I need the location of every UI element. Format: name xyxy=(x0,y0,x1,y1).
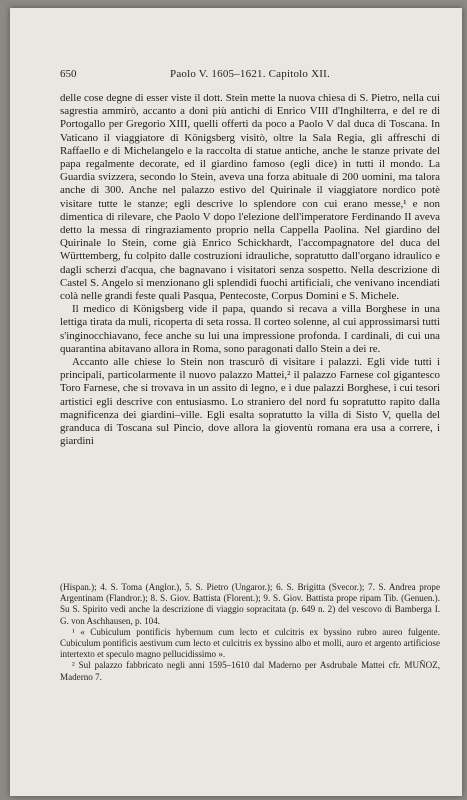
running-title: Paolo V. 1605–1621. Capitolo XII. xyxy=(170,68,330,80)
page-number: 650 xyxy=(60,68,77,80)
paragraph: delle cose degne di esser viste il dott. Stein mette la nuova chiesa di S. Pietro, nella cui sagrestia ammirò, accanto a doni più antichi di Enrico VIII d'Inghilterra, e del re di Portogallo per Gregorio XIII, quelli offerti da poco a Paolo V dal duca di Toscana. In Vaticano il viaggiatore di Königsberg visitò, oltre la Sala Regia, gli affreschi di Raffaello e di Michelangelo e la raccolta di statue antiche, anche le stanze private del papa regalmente decorate, ed il giardino famoso (egli dice) in tutti il mondo. La Guardia svizzera, secondo lo Stein, aveva una forza abituale di 200 uomini, ma talora anche di 300. Anche nel palazzo estivo del Quirinale il viaggiatore nordico potè visitare tutte le stanze; egli descrive lo splendore con cui erano messe,¹ e non dimentica di rilevare, che Paolo V dopo l'elezione dell'imperatore Ferdinando II aveva detto la messa di ringraziamento proprio nella Cappella Paolina. Nel giardino del Quirinale lo Stein, come già Enrico Schickhardt, l'accompagnatore del duca del Württemberg, fu colpito dalle costruzioni idrauliche, sopratutto dall'organo idraulico e dagli scherzi d'acqua, che bagnavano i visitatori senza sospetto. Nella descrizione di Castel S. Angelo si menzionano gli splendidi fuochi artificiali, che venivano incendiati colà nelle grandi feste quali Pasqua, Pentecoste, Corpus Domini e S. Michele. xyxy=(60,92,440,303)
footnote-2: ² Sul palazzo fabbricato negli anni 1595–1610 dal Maderno per Asdrubale Mattei cfr. MUÑOZ, Maderno 7. xyxy=(60,660,440,682)
main-text xyxy=(60,92,440,448)
footnotes xyxy=(60,582,440,683)
book-page xyxy=(10,8,462,796)
footnote-continuation: (Hispan.); 4. S. Toma (Anglor.), 5. S. Pietro (Ungaror.); 6. S. Brigitta (Svecor.); 7. S. Andrea prope Argentinam (Flandror.); 8. S. Giov. Battista (Florent.); 9. S. Giov. Battista prope ripam Tib. (Genuen.). Su S. Spirito vedi anche la descrizione di viaggio sopracitata (p. 649 n. 2) del vescovo di Bamberga I. G. von Aschhausen, p. 104. xyxy=(60,582,440,626)
footnote-1: ¹ « Cubiculum pontificis hybernum cum lecto et culcitris ex byssino rubro aureo fulgente. Cubiculum pontificis aestivum cum lecto et culcitris ex byssino albo et molli, auro et argento artificiose intertexto et speculo magno pellucidissimo ». xyxy=(60,626,440,660)
paragraph: Il medico di Königsberg vide il papa, quando si recava a villa Borghese in una lettiga tirata da muli, ricoperta di seta rossa. Il corteo solenne, al cui approssimarsi tutti s'inginocchiavano, fece anche su lui una impressione profonda. I cardinali, di cui una quarantina abitavano allora in Roma, sono paragonati dallo Stein a dei re. xyxy=(60,303,440,355)
paragraph: Accanto alle chiese lo Stein non trascurò di visitare i palazzi. Egli vide tutti i principali, particolarmente il nuovo palazzo Mattei,² il palazzo Farnese col gigantesco Toro Farnese, che si trovava in un assito di legno, e i due palazzi Borghese, i cui tesori artistici egli descrive con entusiasmo. Lo straniero del nord fu sopratutto rapito dalla magnificenza dei giardini–ville. Egli esalta sopratutto la villa di Sisto V, quella del granduca di Toscana sul Pincio, dove allora la gioventù romana era usa a correre, i giardini xyxy=(60,356,440,448)
